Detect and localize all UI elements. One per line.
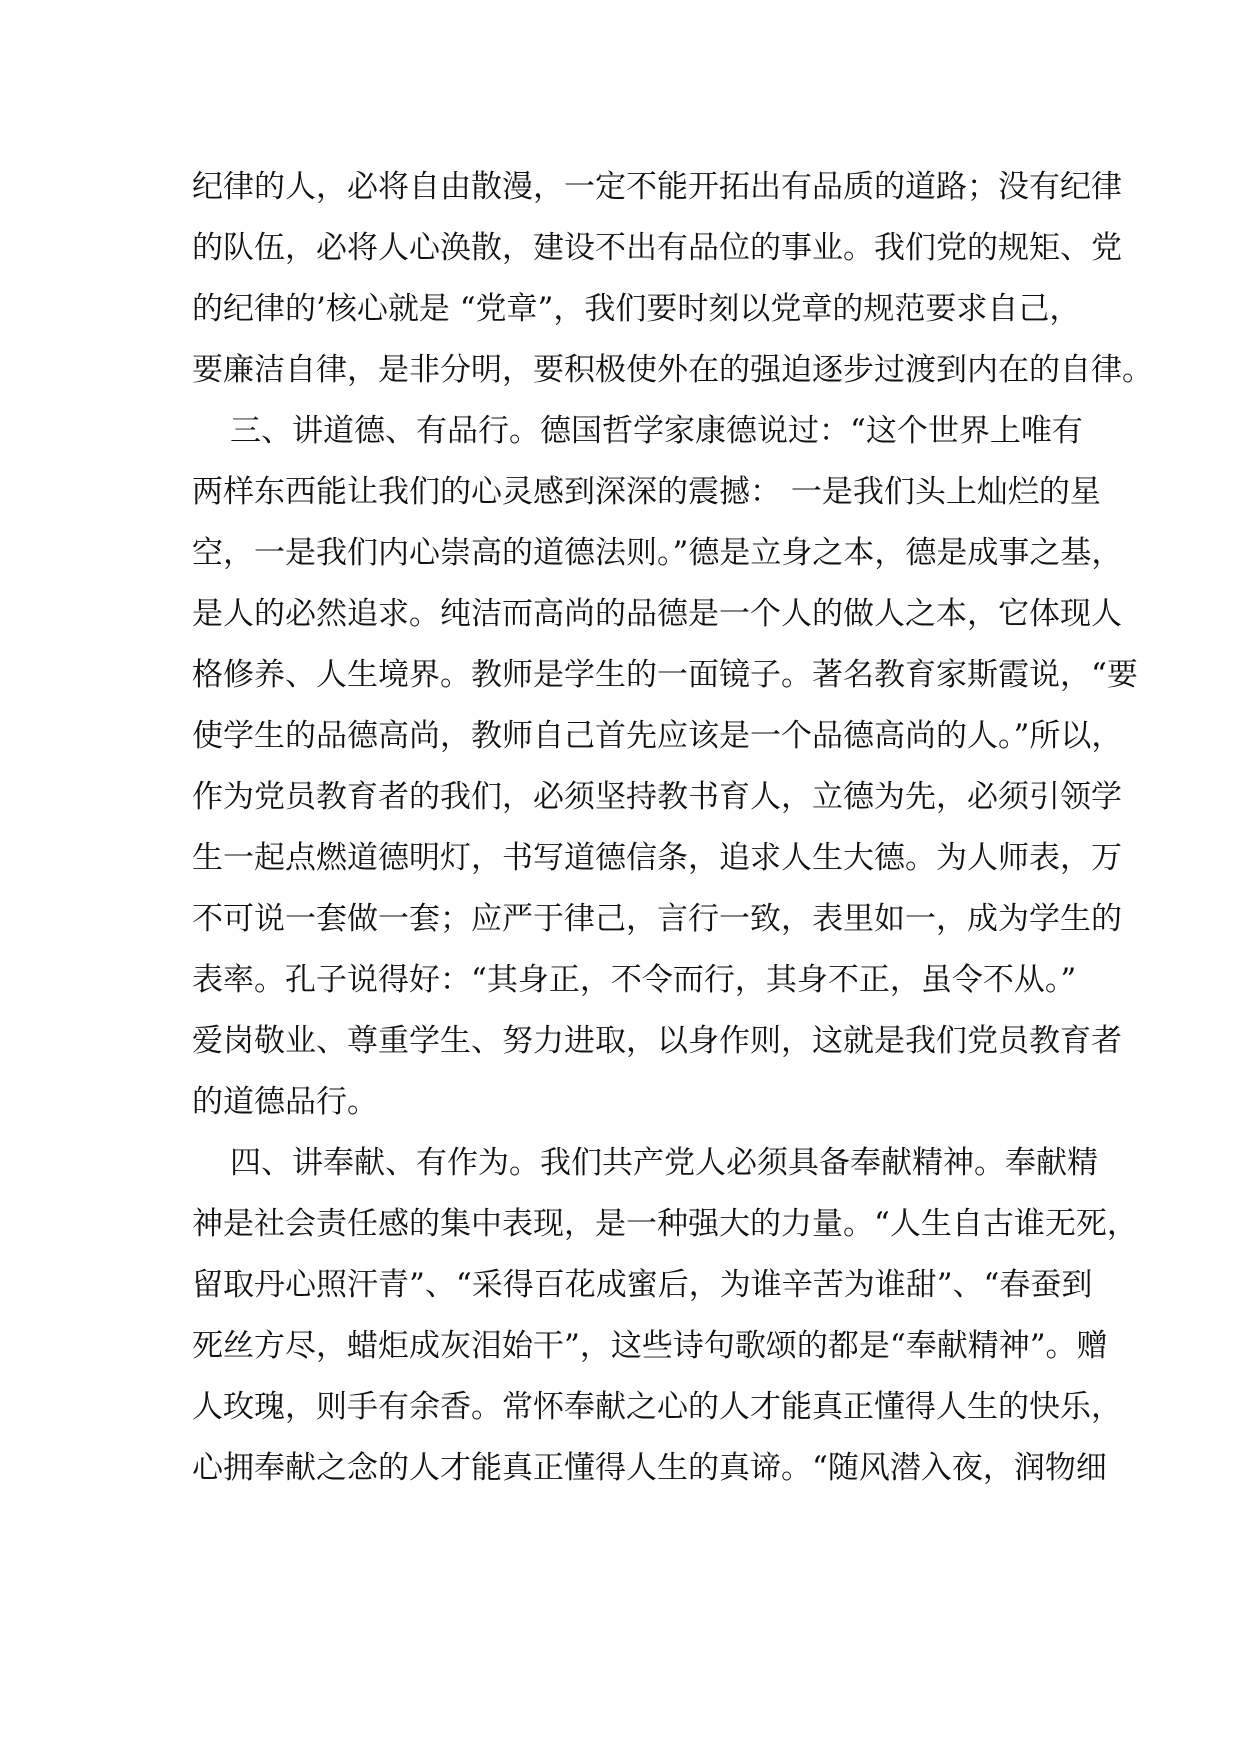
text-line: 要廉洁自律，是非分明，要积极使外在的强迫逐步过渡到内在的自律。 bbox=[192, 352, 1153, 388]
text-line: 的道德品行。 bbox=[192, 1084, 378, 1120]
text-line: 不可说一套做一套；应严于律己，言行一致，表里如一，成为学生的 bbox=[192, 901, 1122, 937]
text-line: 格修养、人生境界。教师是学生的一面镜子。著名教育家斯霞说，“要 bbox=[192, 657, 1138, 693]
text-line: 表率。孔子说得好：“其身正，不令而行，其身不正，虽令不从。” bbox=[192, 962, 1077, 998]
text-line: 人玫瑰，则手有余香。常怀奉献之心的人才能真正懂得人生的快乐， bbox=[192, 1389, 1122, 1425]
text-line: 的纪律的’核心就是 “党章”，我们要时刻以党章的规范要求自己， bbox=[192, 291, 1081, 327]
text-line: 留取丹心照汗青”、“采得百花成蜜后，为谁辛苦为谁甜”、“春蚕到 bbox=[192, 1267, 1093, 1303]
text-line: 神是社会责任感的集中表现，是一种强大的力量。“人生自古谁无死， bbox=[192, 1206, 1138, 1242]
paragraph-start-line: 三、讲道德、有品行。德国哲学家康德说过：“这个世界上唯有 bbox=[230, 413, 1083, 449]
text-line: 是人的必然追求。纯洁而高尚的品德是一个人的做人之本，它体现人 bbox=[192, 596, 1122, 632]
text-line: 两样东西能让我们的心灵感到深深的震撼： 一是我们头上灿烂的星 bbox=[192, 474, 1101, 510]
text-line: 死丝方尽，蜡炬成灰泪始干”，这些诗句歌颂的都是“奉献精神”。赠 bbox=[192, 1328, 1108, 1364]
text-line: 纪律的人，必将自由散漫，一定不能开拓出有品质的道路；没有纪律 bbox=[192, 169, 1122, 205]
text-line: 使学生的品德高尚，教师自己首先应该是一个品德高尚的人。”所以， bbox=[192, 718, 1123, 754]
text-line: 生一起点燃道德明灯，书写道德信条，追求人生大德。为人师表，万 bbox=[192, 840, 1122, 876]
text-line: 爱岗敬业、尊重学生、努力进取，以身作则，这就是我们党员教育者 bbox=[192, 1023, 1122, 1059]
text-line: 空，一是我们内心崇高的道德法则。”德是立身之本，德是成事之基， bbox=[192, 535, 1123, 571]
text-line: 心拥奉献之念的人才能真正懂得人生的真谛。“随风潜入夜，润物细 bbox=[192, 1450, 1107, 1486]
text-line: 的队伍，必将人心涣散，建设不出有品位的事业。我们党的规矩、党 bbox=[192, 230, 1122, 266]
paragraph-start-line: 四、讲奉献、有作为。我们共产党人必须具备奉献精神。奉献精 bbox=[230, 1145, 1098, 1181]
text-line: 作为党员教育者的我们，必须坚持教书育人，立德为先，必须引领学 bbox=[192, 779, 1122, 815]
